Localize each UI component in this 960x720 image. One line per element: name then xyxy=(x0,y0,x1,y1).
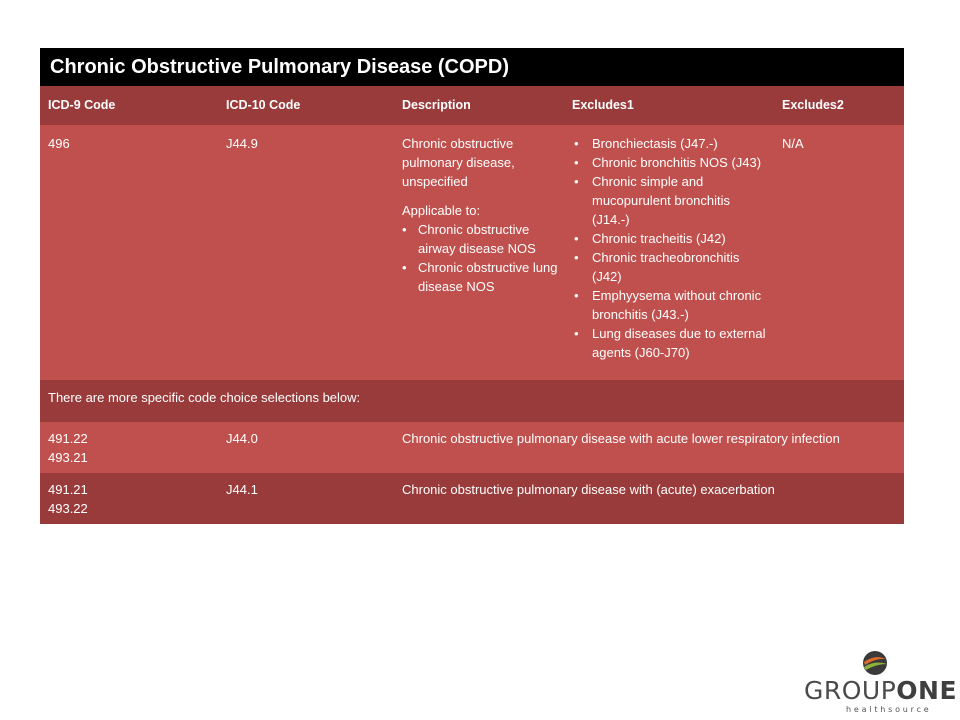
table-note-row xyxy=(40,380,904,422)
excludes1-list xyxy=(572,134,768,362)
cell-icd10: J44.1 xyxy=(218,473,394,524)
header-icd10: ICD-10 Code xyxy=(218,86,394,125)
list-item: • Lung diseases due to external agents (J60-J70) xyxy=(572,324,768,362)
logo-tagline: healthsource xyxy=(846,705,932,714)
cell-description xyxy=(394,125,564,380)
list-item: • Chronic tracheitis (J42) xyxy=(572,229,768,248)
cell-excludes1 xyxy=(564,125,774,380)
icd9-code: 493.21 xyxy=(48,450,88,465)
note-text: There are more specific code choice selections below: xyxy=(40,380,904,422)
icd9-code: 491.22 xyxy=(48,431,88,446)
cell-description: Chronic obstructive pulmonary disease with (acute) exacerbation xyxy=(394,473,904,524)
table-row xyxy=(40,422,904,473)
icd9-code: 491.21 xyxy=(48,482,88,497)
list-item: • Bronchiectasis (J47.-) xyxy=(572,134,768,153)
icd9-code: 493.22 xyxy=(48,501,88,516)
list-item: • Chronic obstructive lung disease NOS xyxy=(402,258,558,296)
applicable-list xyxy=(402,220,558,296)
copd-code-table xyxy=(40,48,904,524)
list-item: • Emphyysema without chronic bronchitis (J43.-) xyxy=(572,286,768,324)
cell-description: Chronic obstructive pulmonary disease with acute lower respiratory infection xyxy=(394,422,904,473)
cell-excludes2: N/A xyxy=(774,125,904,380)
list-item: • Chronic simple and mucopurulent bronchitis (J14.-) xyxy=(572,172,768,229)
logo-word-group: GROUP xyxy=(804,676,897,705)
table-title: Chronic Obstructive Pulmonary Disease (COPD) xyxy=(40,48,904,86)
description-text: Chronic obstructive pulmonary disease, unspecified xyxy=(402,136,515,189)
list-item: • Chronic obstructive airway disease NOS xyxy=(402,220,558,258)
table-header-row xyxy=(40,86,904,125)
list-item: • Chronic bronchitis NOS (J43) xyxy=(572,153,768,172)
header-excludes2: Excludes2 xyxy=(774,86,904,125)
cell-icd10: J44.0 xyxy=(218,422,394,473)
logo-wordmark xyxy=(804,676,957,705)
cell-icd9 xyxy=(40,473,218,524)
cell-icd10: J44.9 xyxy=(218,125,394,380)
header-description: Description xyxy=(394,86,564,125)
logo-sphere-icon xyxy=(862,650,888,676)
header-icd9: ICD-9 Code xyxy=(40,86,218,125)
list-item: • Chronic tracheobronchitis (J42) xyxy=(572,248,768,286)
logo-word-one: ONE xyxy=(896,676,958,705)
cell-icd9 xyxy=(40,422,218,473)
header-excludes1: Excludes1 xyxy=(564,86,774,125)
table-title-row xyxy=(40,48,904,86)
table-row xyxy=(40,125,904,380)
cell-icd9: 496 xyxy=(40,125,218,380)
applicable-label: Applicable to: xyxy=(402,203,481,218)
company-logo xyxy=(800,648,958,714)
table-row xyxy=(40,473,904,524)
